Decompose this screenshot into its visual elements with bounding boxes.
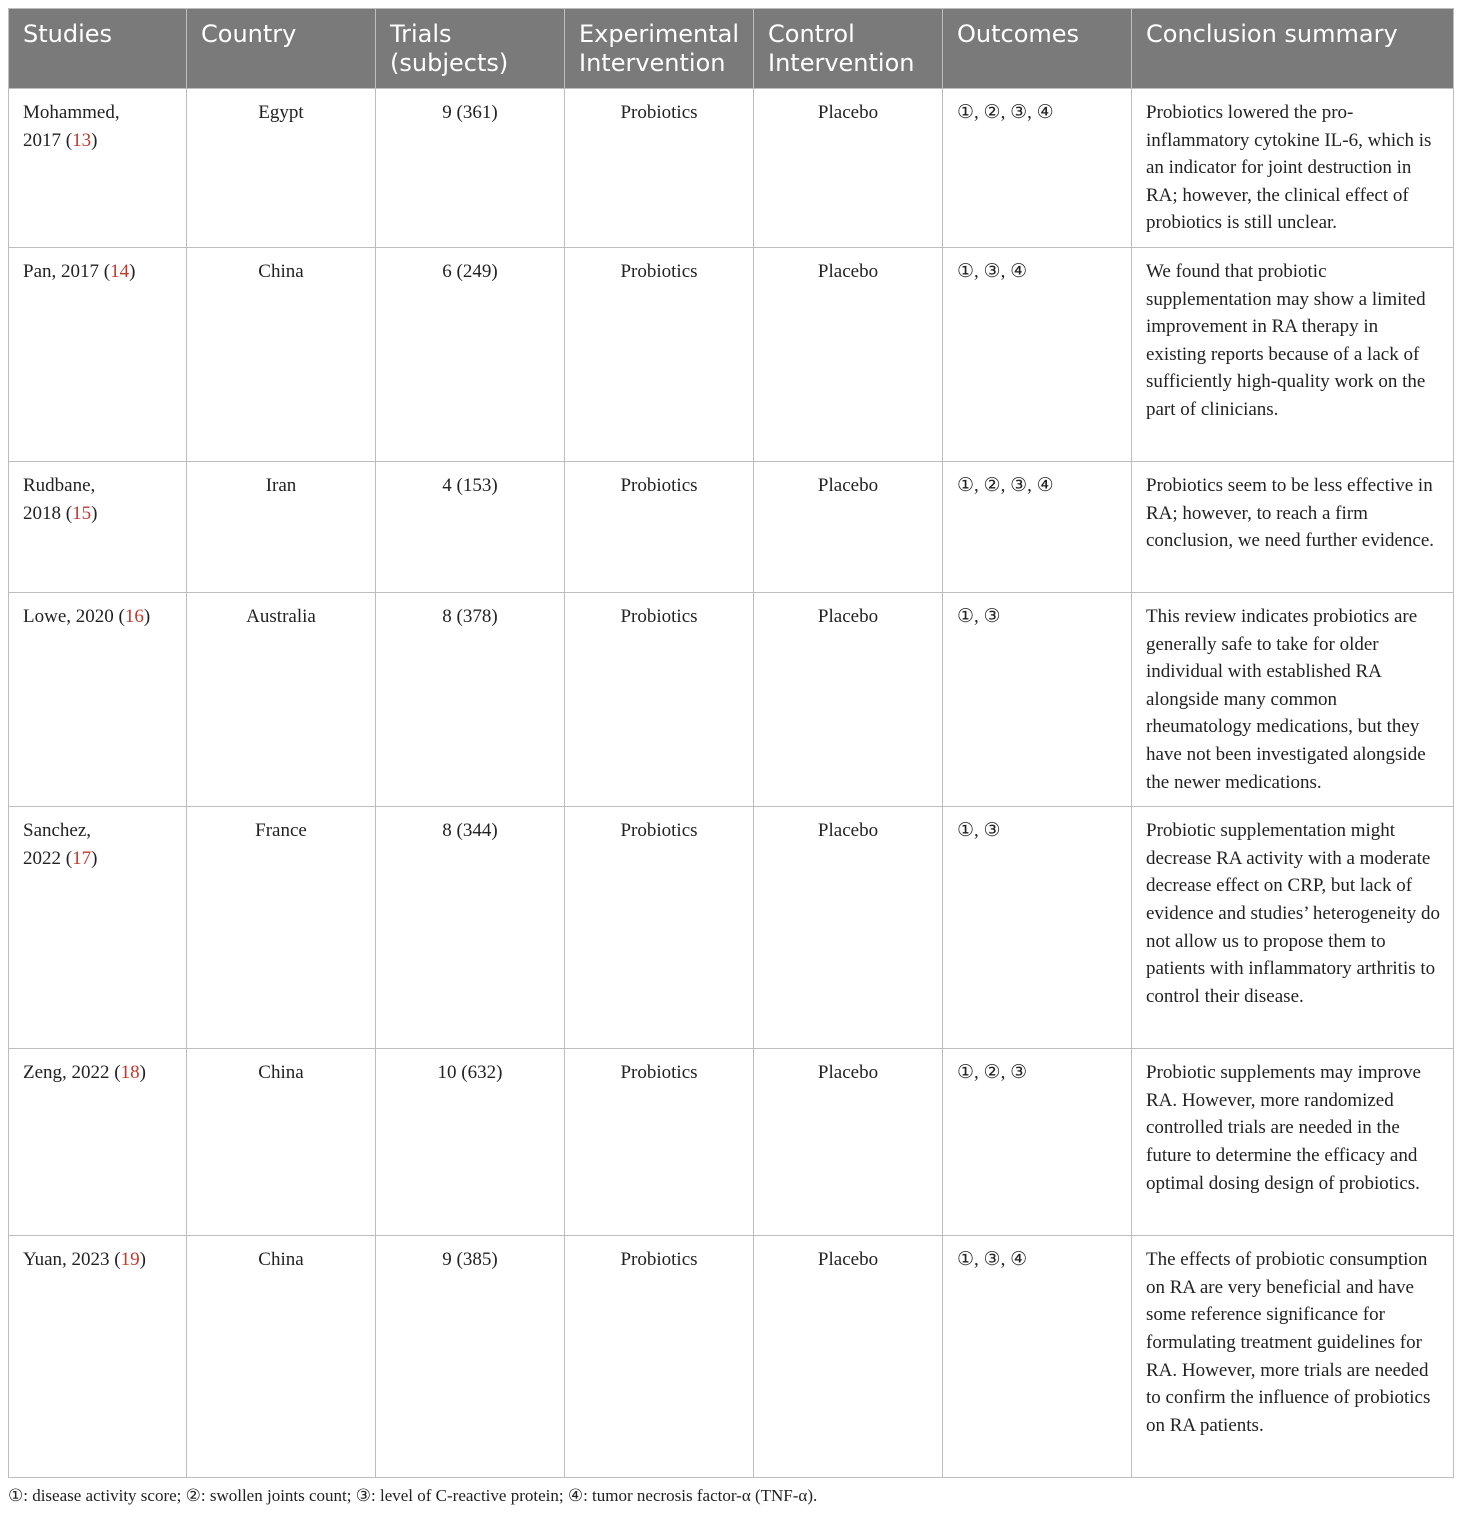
table-row — [9, 1236, 1454, 1478]
header-country: Country — [187, 9, 376, 89]
table-body — [9, 89, 1454, 1478]
trials-cell: 4 (153) — [376, 462, 565, 593]
study-cell: Sanchez, 2022 (17) — [9, 807, 187, 1049]
study-cell: Zeng, 2022 (18) — [9, 1049, 187, 1236]
study-cell: Pan, 2017 (14) — [9, 248, 187, 462]
header-trials: Trials (subjects) — [376, 9, 565, 89]
table-row — [9, 462, 1454, 593]
summary-cell: Probiotic supplements may improve RA. However, more randomized controlled trials are needed in the future to determine the efficacy and optimal dosing design of probiotics. — [1132, 1049, 1454, 1236]
trials-cell: 9 (361) — [376, 89, 565, 248]
outcomes-cell: ①, ②, ③ — [943, 1049, 1132, 1236]
header-outcomes: Outcomes — [943, 9, 1132, 89]
table-row — [9, 807, 1454, 1049]
trials-cell: 10 (632) — [376, 1049, 565, 1236]
header-control-intervention: Control Intervention — [754, 9, 943, 89]
outcomes-cell: ①, ②, ③, ④ — [943, 89, 1132, 248]
study-cell: Yuan, 2023 (19) — [9, 1236, 187, 1478]
table-row — [9, 248, 1454, 462]
control-cell: Placebo — [754, 593, 943, 807]
country-cell: France — [187, 807, 376, 1049]
control-cell: Placebo — [754, 1049, 943, 1236]
studies-table — [8, 8, 1454, 1478]
reference-link[interactable]: 14 — [110, 261, 130, 282]
header-conclusion-summary: Conclusion summary — [1132, 9, 1454, 89]
outcomes-cell: ①, ③ — [943, 807, 1132, 1049]
control-cell: Placebo — [754, 807, 943, 1049]
country-cell: Egypt — [187, 89, 376, 248]
control-cell: Placebo — [754, 1236, 943, 1478]
control-cell: Placebo — [754, 89, 943, 248]
table-footnote: ①: disease activity score; ②: swollen joints count; ③: level of C-reactive protein; ④: tumor necrosis factor-α (TNF-α). — [8, 1486, 818, 1505]
reference-link[interactable]: 18 — [120, 1062, 140, 1084]
control-cell: Placebo — [754, 462, 943, 593]
summary-cell: Probiotic supplementation might decrease RA activity with a moderate decrease effect on CRP, but lack of evidence and studies’ heterogeneity do not allow us to propose them to patients with inflammatory arthritis to control their disease. — [1132, 807, 1454, 1049]
study-cell: Rudbane, 2018 (15) — [9, 462, 187, 593]
experimental-cell: Probiotics — [565, 807, 754, 1049]
reference-link[interactable]: 15 — [72, 502, 92, 524]
experimental-cell: Probiotics — [565, 462, 754, 593]
outcomes-cell: ①, ③, ④ — [943, 1236, 1132, 1478]
reference-link[interactable]: 17 — [72, 847, 92, 869]
experimental-cell: Probiotics — [565, 1049, 754, 1236]
summary-cell: The effects of probiotic consumption on RA are very beneficial and have some reference significance for formulating treatment guidelines for RA. However, more trials are needed to confirm the influence of probiotics on RA patients. — [1132, 1236, 1454, 1478]
study-cell: Lowe, 2020 (16) — [9, 593, 187, 807]
summary-cell: Probiotics lowered the pro-inflammatory cytokine IL-6, which is an indicator for joint destruction in RA; however, the clinical effect of probiotics is still unclear. — [1132, 89, 1454, 248]
table-header — [9, 9, 1454, 89]
reference-link[interactable]: 16 — [124, 606, 144, 627]
table-row — [9, 89, 1454, 248]
table-row — [9, 593, 1454, 807]
table-row — [9, 1049, 1454, 1236]
header-experimental-intervention: Experimental Intervention — [565, 9, 754, 89]
reference-link[interactable]: 13 — [72, 129, 92, 151]
header-studies: Studies — [9, 9, 187, 89]
country-cell: China — [187, 1236, 376, 1478]
study-cell: Mohammed, 2017 (13) — [9, 89, 187, 248]
trials-cell: 6 (249) — [376, 248, 565, 462]
reference-link[interactable]: 19 — [120, 1249, 140, 1271]
experimental-cell: Probiotics — [565, 248, 754, 462]
summary-cell: Probiotics seem to be less effective in RA; however, to reach a firm conclusion, we need further evidence. — [1132, 462, 1454, 593]
control-cell: Placebo — [754, 248, 943, 462]
country-cell: Australia — [187, 593, 376, 807]
outcomes-cell: ①, ③ — [943, 593, 1132, 807]
experimental-cell: Probiotics — [565, 89, 754, 248]
summary-cell: This review indicates probiotics are generally safe to take for older individual with established RA alongside many common rheumatology medications, but they have not been investigated alongside the newer medications. — [1132, 593, 1454, 807]
outcomes-cell: ①, ③, ④ — [943, 248, 1132, 462]
summary-cell: We found that probiotic supplementation may show a limited improvement in RA therapy in existing reports because of a lack of sufficiently high-quality work on the part of clinicians. — [1132, 248, 1454, 462]
outcomes-cell: ①, ②, ③, ④ — [943, 462, 1132, 593]
trials-cell: 9 (385) — [376, 1236, 565, 1478]
experimental-cell: Probiotics — [565, 593, 754, 807]
country-cell: China — [187, 248, 376, 462]
trials-cell: 8 (344) — [376, 807, 565, 1049]
experimental-cell: Probiotics — [565, 1236, 754, 1478]
country-cell: China — [187, 1049, 376, 1236]
country-cell: Iran — [187, 462, 376, 593]
header-row — [9, 9, 1454, 89]
trials-cell: 8 (378) — [376, 593, 565, 807]
